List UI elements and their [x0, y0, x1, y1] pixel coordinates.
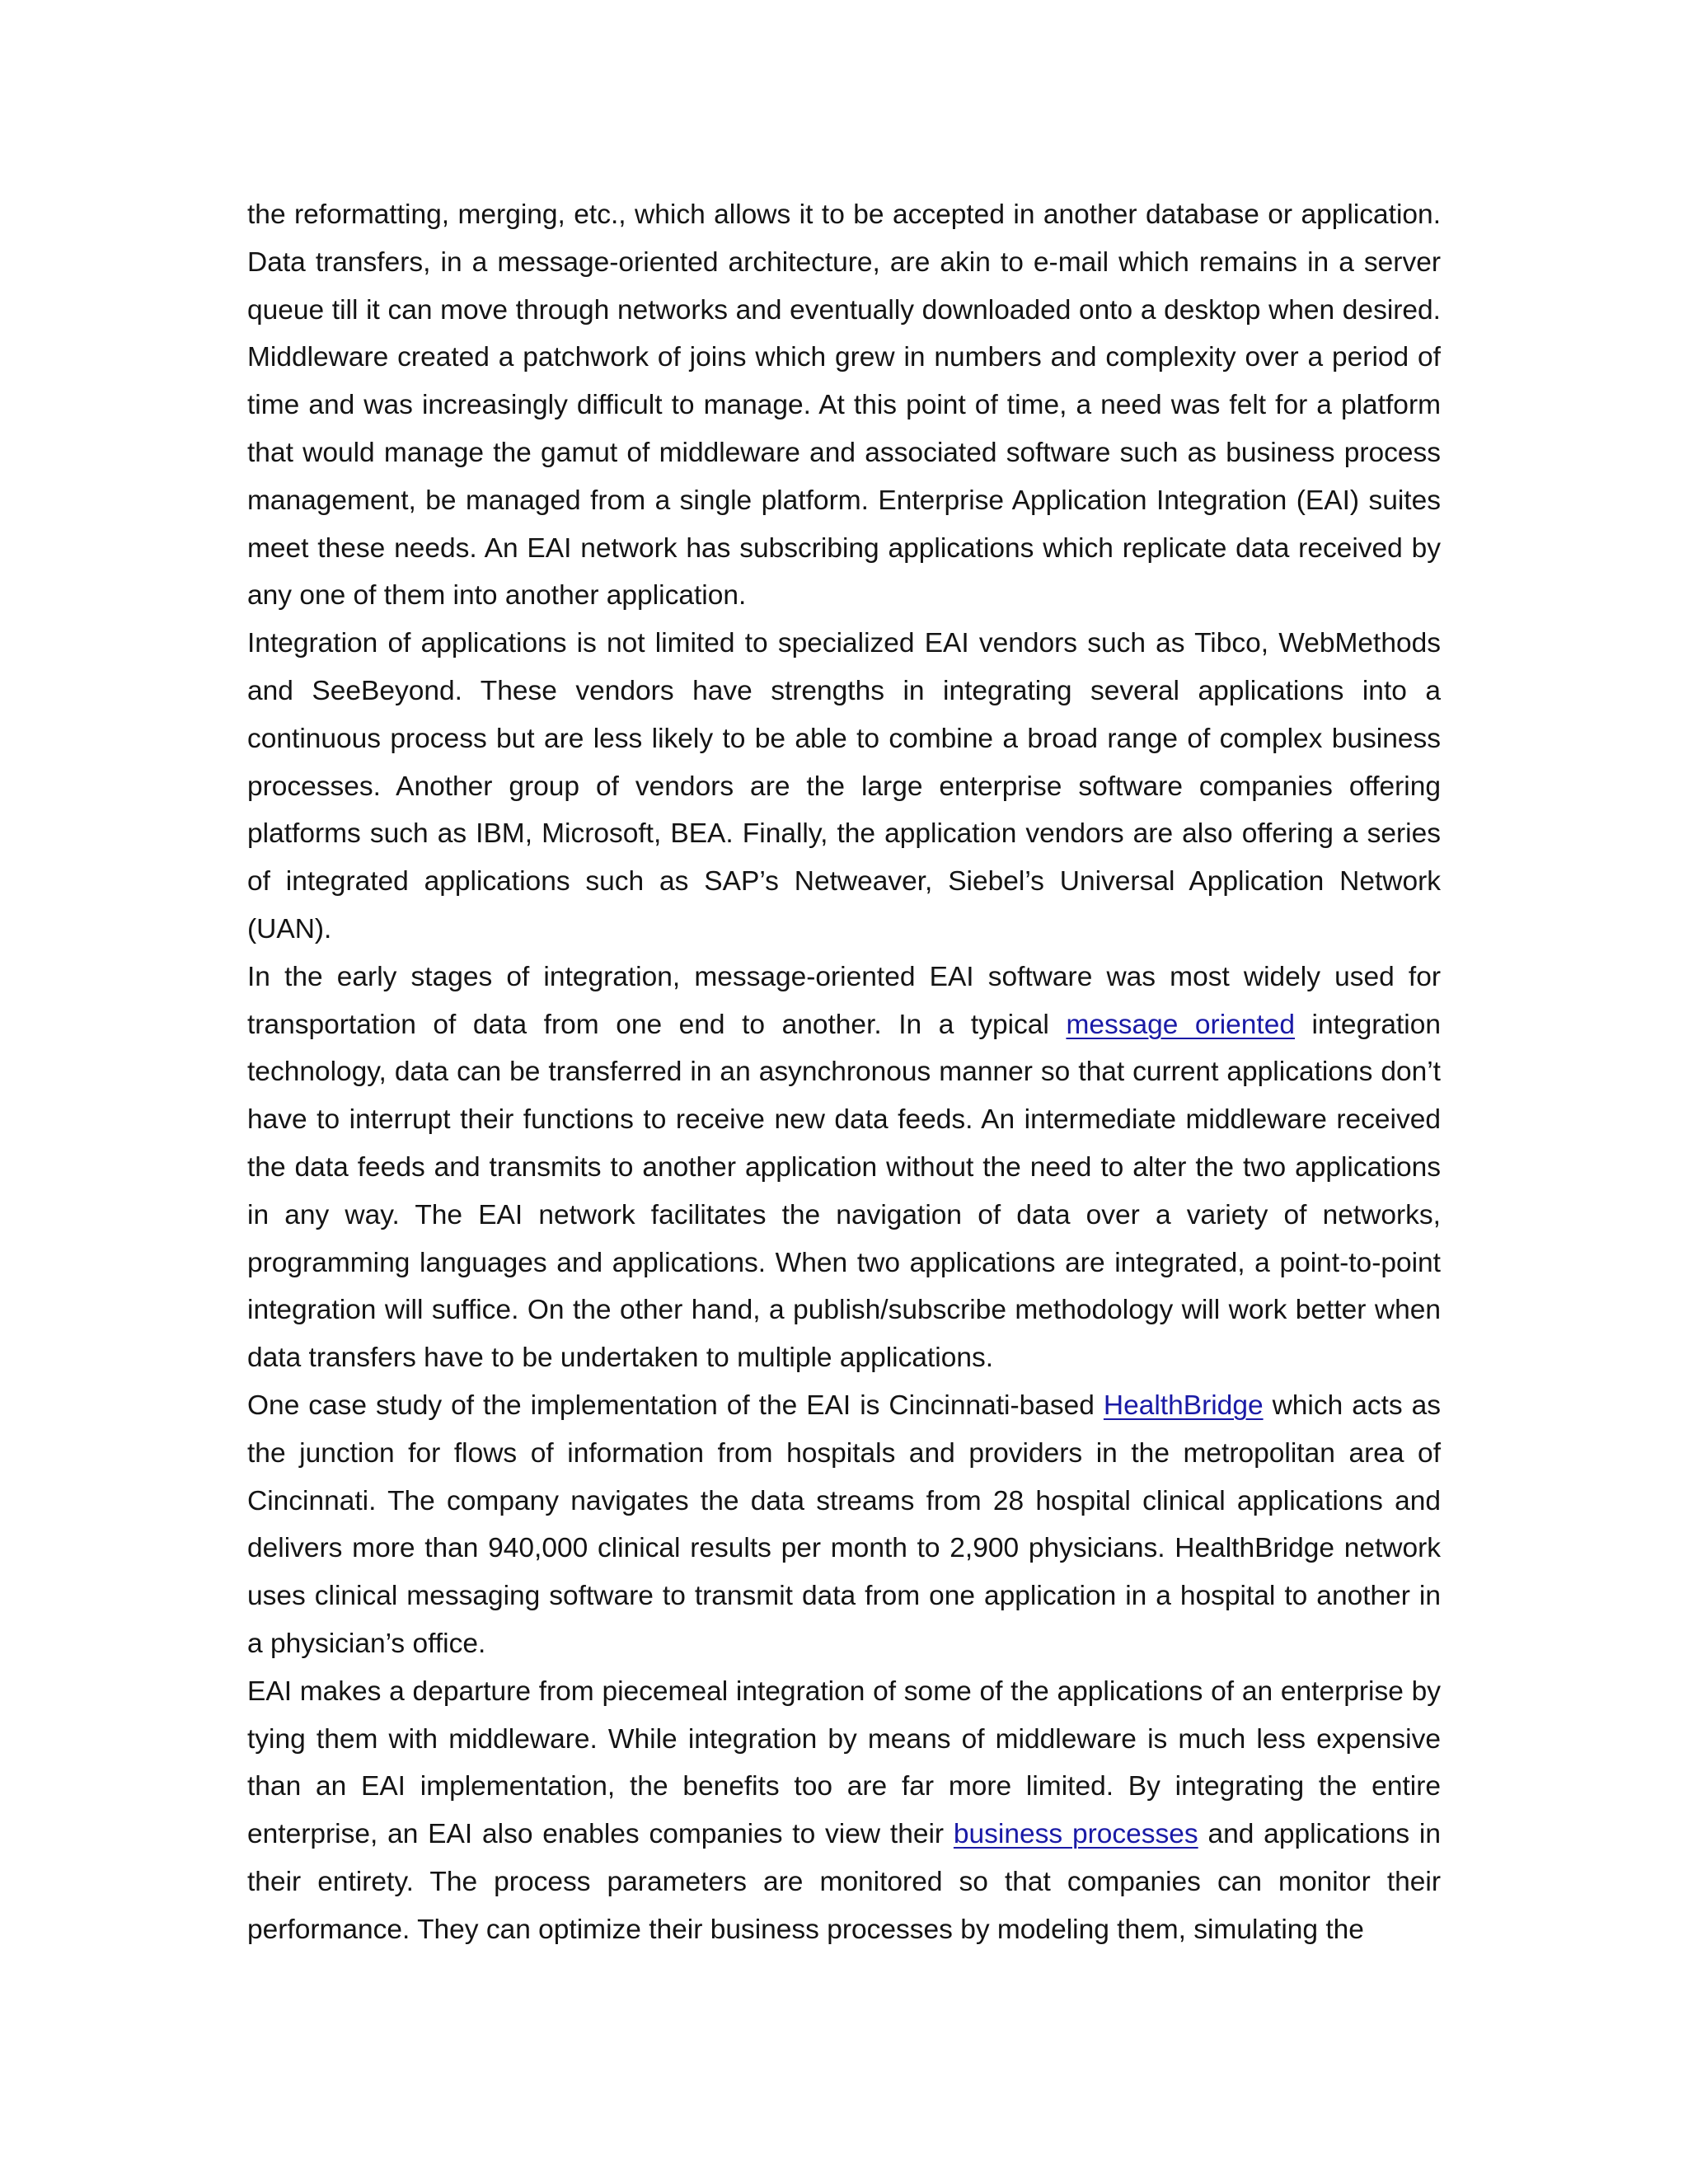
paragraph-text-before-link: One case study of the implementation of the EAI is Cincinnati-based: [247, 1390, 1104, 1421]
paragraph-healthbridge-case-study: [247, 1382, 1441, 1668]
link-healthbridge[interactable]: HealthBridge: [1103, 1390, 1264, 1421]
paragraph-middleware-patchwork: [247, 191, 1441, 620]
paragraph-text-before-link: EAI makes a departure from piecemeal integration of some of the applications of an enterprise by tying them with middleware. While integration by means of middleware is much less expensive than an EAI implementation, the benefits too are far more limited. By integrating the entire enterprise, an EAI also enables companies to view their: [247, 1675, 1441, 1850]
link-message-oriented[interactable]: message oriented: [1066, 1009, 1295, 1040]
link-business-processes[interactable]: business processes: [953, 1819, 1198, 1850]
paragraph-text: the reformatting, merging, etc., which allows it to be accepted in another database or application. Data transfers, in a message-oriented architecture, are akin to e-mail which remains in a server queue till it can move through networks and eventually downloaded onto a desktop when desired. Middleware created a patchwork of joins which grew in numbers and complexity over a period of time and was increasingly difficult to manage. At this point of time, a need was felt for a platform that would manage the gamut of middleware and associated software such as business process management, be managed from a single platform. Enterprise Application Integration (EAI) suites meet these needs. An EAI network has subscribing applications which replicate data received by any one of them into another application.: [247, 199, 1441, 612]
paragraph-message-oriented: [247, 954, 1441, 1382]
paragraph-integration-vendors: [247, 620, 1441, 954]
paragraph-text-after-link: and applications in their entirety. The process parameters are monitored so that companies can monitor their performance. They can optimize their business processes by modeling them, simulating the: [247, 1819, 1442, 1945]
paragraph-text: Integration of applications is not limited to specialized EAI vendors such as Tibco, WebMethods and SeeBeyond. These vendors have strengths in integrating several applications into a continuous process but are less likely to be able to combine a broad range of complex business processes. Another group of vendors are the large enterprise software companies offering platforms such as IBM, Microsoft, BEA. Finally, the application vendors are also offering a series of integrated applications such as SAP’s Netweaver, Siebel’s Universal Application Network (UAN).: [247, 628, 1441, 944]
paragraph-text-after-link: integration technology, data can be transferred in an asynchronous manner so that current applications don’t have to interrupt their functions to receive new data feeds. An intermediate middleware received the data feeds and transmits to another application without the need to alter the two applications in any way. The EAI network facilitates the navigation of data over a variety of networks, programming languages and applications. When two applications are integrated, a point-to-point integration will suffice. On the other hand, a publish/subscribe methodology will work better when data transfers have to be undertaken to multiple applications.: [247, 1009, 1441, 1374]
paragraph-text-after-link: which acts as the junction for flows of information from hospitals and providers in the metropolitan area of Cincinnati. The company navigates the data streams from 28 hospital clinical applications and delivers more than 940,000 clinical results per month to 2,900 physicians. HealthBridge network uses clinical messaging software to transmit data from one application in a hospital to another in a physician’s office.: [247, 1390, 1441, 1659]
document-page: [247, 191, 1441, 1953]
paragraph-text-before-link: In the early stages of integration, message-oriented EAI software was most widely used for transportation of data from one end to another. In a typical: [247, 961, 1441, 1040]
paragraph-eai-departure: [247, 1668, 1441, 1954]
